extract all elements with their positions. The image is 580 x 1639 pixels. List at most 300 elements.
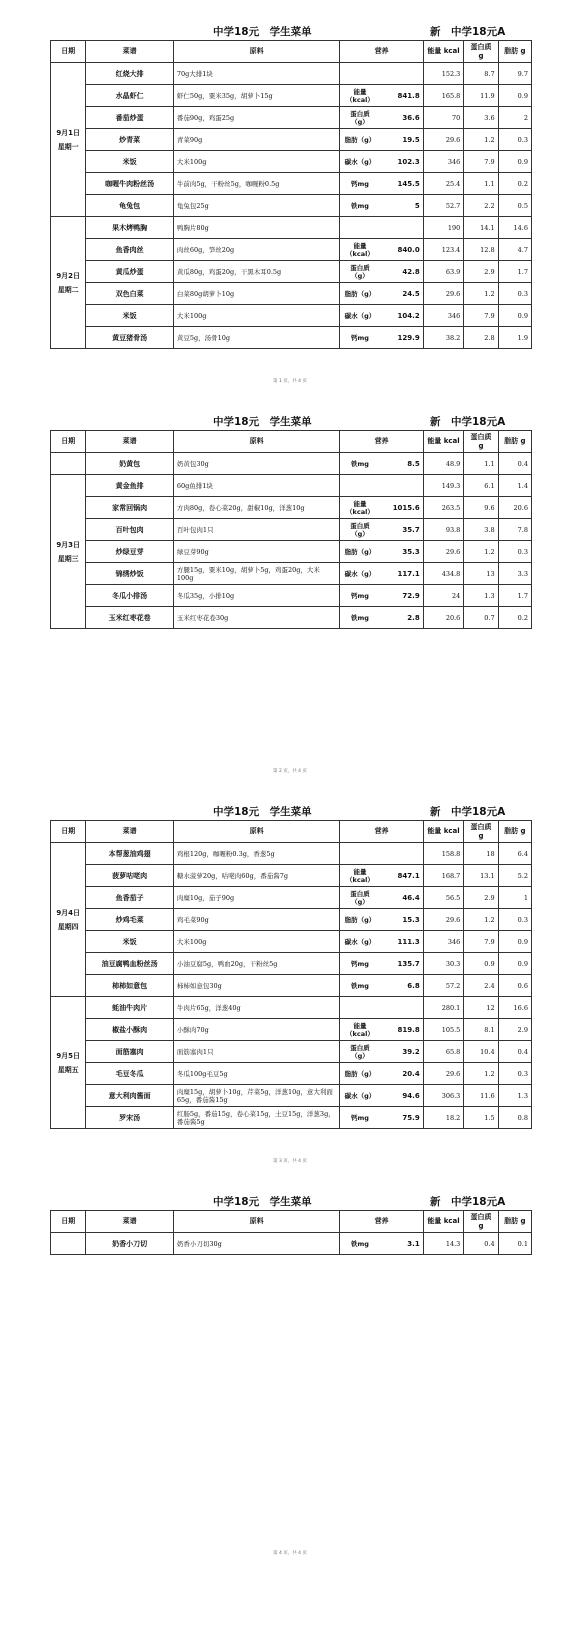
nutrient-label: 蛋白质（g） — [340, 519, 380, 541]
header-row — [51, 821, 532, 843]
menu-table — [50, 1210, 532, 1255]
dish-fat: 2 — [498, 107, 531, 129]
dish-ingredients: 70g大排1块 — [173, 63, 340, 85]
table-row — [51, 931, 532, 953]
dish-protein: 18 — [464, 843, 498, 865]
dish-ingredients: 鸡根120g，咖喱粉0.3g，香葱5g — [173, 843, 340, 865]
dish-name: 黄金鱼排 — [86, 475, 173, 497]
dish-fat: 0.3 — [498, 1063, 531, 1085]
dish-ingredients: 柿柿如意包30g — [173, 975, 340, 997]
nutrient-label: 铁mg — [340, 975, 380, 997]
header-dish: 菜谱 — [86, 1211, 173, 1233]
dish-fat: 1.9 — [498, 327, 531, 349]
nutrient-total: 15.3 — [379, 909, 423, 931]
table-row — [51, 1085, 532, 1107]
nutrient-total: 2.8 — [379, 607, 423, 629]
day-weekday: 星期二 — [57, 285, 79, 294]
table-row — [51, 563, 532, 585]
table-row — [51, 909, 532, 931]
table-row — [51, 519, 532, 541]
dish-name: 炒鸡毛菜 — [86, 909, 173, 931]
header-dish: 菜谱 — [86, 41, 173, 63]
day-date: 9月4日 — [56, 908, 81, 917]
dish-ingredients: 大米100g — [173, 931, 340, 953]
table-row — [51, 63, 532, 85]
table-row — [51, 497, 532, 519]
header-ingredients: 原料 — [173, 821, 340, 843]
dish-energy: 158.8 — [423, 843, 464, 865]
page-footer: 第 3 页，共 4 页 — [273, 1159, 307, 1164]
header-dish: 菜谱 — [86, 431, 173, 453]
dish-energy: 48.9 — [423, 453, 464, 475]
dish-ingredients: 面筋塞肉1只 — [173, 1041, 340, 1063]
dish-energy: 63.9 — [423, 261, 464, 283]
day-cell — [51, 1233, 86, 1255]
dish-name: 面筋塞肉 — [86, 1041, 173, 1063]
nutrient-label: 铁mg — [340, 195, 380, 217]
dish-name: 玉米红枣花卷 — [86, 607, 173, 629]
nutrient-total: 104.2 — [379, 305, 423, 327]
nutrient-total: 35.3 — [379, 541, 423, 563]
dish-name: 黄豆猪骨汤 — [86, 327, 173, 349]
dish-protein: 1.5 — [464, 1107, 498, 1129]
dish-name: 双色白菜 — [86, 283, 173, 305]
header-nutrition: 营养 — [340, 1211, 423, 1233]
nutrient-total: 3.1 — [379, 1233, 423, 1255]
dish-energy: 38.2 — [423, 327, 464, 349]
header-row — [51, 1211, 532, 1233]
nutrient-total: 8.5 — [379, 453, 423, 475]
dish-ingredients: 青菜90g — [173, 129, 340, 151]
dish-energy: 29.6 — [423, 1063, 464, 1085]
nutrient-label: 能量（kcal） — [340, 865, 380, 887]
menu-code: 新 中学18元A — [430, 26, 506, 38]
dish-name: 奶香小刀切 — [86, 1233, 173, 1255]
nutrient-total: 145.5 — [379, 173, 423, 195]
table-row — [51, 887, 532, 909]
page-footer: 第 2 页，共 4 页 — [273, 769, 307, 774]
day-date: 9月3日 — [56, 540, 81, 549]
day-weekday: 星期四 — [57, 922, 79, 931]
dish-energy: 29.6 — [423, 909, 464, 931]
dish-fat: 0.2 — [498, 173, 531, 195]
dish-ingredients: 百叶包肉1只 — [173, 519, 340, 541]
day-weekday: 星期一 — [57, 142, 79, 151]
dish-ingredients: 大米100g — [173, 305, 340, 327]
nutrient-label: 能量（kcal） — [340, 1019, 380, 1041]
dish-energy: 18.2 — [423, 1107, 464, 1129]
dish-name: 果木烤鸭胸 — [86, 217, 173, 239]
table-row — [51, 239, 532, 261]
dish-ingredients: 冬瓜100g毛豆5g — [173, 1063, 340, 1085]
dish-ingredients: 肉糜10g，茄子90g — [173, 887, 340, 909]
dish-fat: 0.3 — [498, 129, 531, 151]
dish-name: 炒青菜 — [86, 129, 173, 151]
dish-fat: 3.3 — [498, 563, 531, 585]
dish-name: 红烧大排 — [86, 63, 173, 85]
header-fat: 脂肪 g — [498, 41, 531, 63]
dish-fat: 4.7 — [498, 239, 531, 261]
nutrient-label: 铁mg — [340, 607, 380, 629]
nutrient-label: 脂肪（g） — [340, 1063, 380, 1085]
dish-name: 家常回锅肉 — [86, 497, 173, 519]
nutrient-label: 碳水（g） — [340, 1085, 380, 1107]
dish-ingredients: 小酥肉70g — [173, 1019, 340, 1041]
dish-fat: 0.5 — [498, 195, 531, 217]
dish-name: 米饭 — [86, 151, 173, 173]
nutrient-empty — [379, 843, 423, 865]
table-row — [51, 261, 532, 283]
dish-energy: 434.8 — [423, 563, 464, 585]
dish-fat: 20.6 — [498, 497, 531, 519]
dish-ingredients: 鸭胸片80g — [173, 217, 340, 239]
table-row — [51, 283, 532, 305]
dish-protein: 2.9 — [464, 887, 498, 909]
dish-protein: 11.9 — [464, 85, 498, 107]
table-row — [51, 997, 532, 1019]
header-nutrition: 营养 — [340, 431, 423, 453]
header-date: 日期 — [51, 431, 86, 453]
header-ingredients: 原料 — [173, 1211, 340, 1233]
dish-protein: 6.1 — [464, 475, 498, 497]
day-cell — [51, 997, 86, 1129]
dish-protein: 12.8 — [464, 239, 498, 261]
table-row — [51, 1019, 532, 1041]
dish-protein: 2.4 — [464, 975, 498, 997]
nutrient-label: 脂肪（g） — [340, 909, 380, 931]
dish-ingredients: 牛前肉5g，干粉丝5g，咖喱粉0.5g — [173, 173, 340, 195]
header-dish: 菜谱 — [86, 821, 173, 843]
dish-energy: 52.7 — [423, 195, 464, 217]
dish-energy: 149.3 — [423, 475, 464, 497]
nutrient-empty — [340, 475, 380, 497]
dish-name: 本帮葱油鸡翅 — [86, 843, 173, 865]
day-weekday: 星期五 — [57, 1065, 79, 1074]
nutrient-empty — [340, 217, 380, 239]
dish-ingredients: 黄瓜80g，鸡蛋20g，干黑木耳0.5g — [173, 261, 340, 283]
dish-protein: 14.1 — [464, 217, 498, 239]
menu-code: 新 中学18元A — [430, 806, 506, 818]
dish-energy: 190 — [423, 217, 464, 239]
dish-fat: 9.7 — [498, 63, 531, 85]
nutrient-label: 能量（kcal） — [340, 85, 380, 107]
nutrient-label: 脂肪（g） — [340, 541, 380, 563]
nutrient-total: 20.4 — [379, 1063, 423, 1085]
dish-name: 冬瓜小排汤 — [86, 585, 173, 607]
dish-name: 锦绣炒饭 — [86, 563, 173, 585]
dish-energy: 346 — [423, 931, 464, 953]
dish-fat: 0.9 — [498, 931, 531, 953]
dish-name: 菠萝咕咾肉 — [86, 865, 173, 887]
dish-fat: 0.3 — [498, 541, 531, 563]
dish-protein: 1.2 — [464, 283, 498, 305]
nutrient-total: 94.6 — [379, 1085, 423, 1107]
table-row — [51, 217, 532, 239]
page-title-bar — [0, 800, 580, 820]
nutrient-total: 35.7 — [379, 519, 423, 541]
dish-fat: 0.4 — [498, 453, 531, 475]
menu-title: 中学18元 学生菜单 — [213, 26, 312, 38]
dish-protein: 0.7 — [464, 607, 498, 629]
dish-energy: 123.4 — [423, 239, 464, 261]
dish-fat: 0.8 — [498, 1107, 531, 1129]
dish-ingredients: 番茄90g，鸡蛋25g — [173, 107, 340, 129]
dish-ingredients: 糖水菠萝20g，咕咾肉60g，番茄酱7g — [173, 865, 340, 887]
dish-energy: 346 — [423, 305, 464, 327]
dish-ingredients: 大米100g — [173, 151, 340, 173]
dish-protein: 2.8 — [464, 327, 498, 349]
dish-name: 米饭 — [86, 305, 173, 327]
dish-fat: 0.9 — [498, 953, 531, 975]
dish-energy: 56.5 — [423, 887, 464, 909]
nutrient-total: 129.9 — [379, 327, 423, 349]
dish-ingredients: 白菜80g胡萝卜10g — [173, 283, 340, 305]
nutrient-total: 72.9 — [379, 585, 423, 607]
dish-energy: 24 — [423, 585, 464, 607]
nutrient-total: 5 — [379, 195, 423, 217]
day-date: 9月1日 — [56, 128, 81, 137]
header-energy: 能量 kcal — [423, 431, 464, 453]
dish-ingredients: 红肠5g，番茄15g，卷心菜15g，土豆15g，洋葱3g，番茄酱5g — [173, 1107, 340, 1129]
nutrient-empty — [379, 997, 423, 1019]
dish-name: 百叶包肉 — [86, 519, 173, 541]
nutrient-total: 111.3 — [379, 931, 423, 953]
header-nutrition: 营养 — [340, 41, 423, 63]
day-cell — [51, 217, 86, 349]
dish-protein: 1.3 — [464, 585, 498, 607]
table-row — [51, 85, 532, 107]
dish-fat: 1.7 — [498, 261, 531, 283]
table-row — [51, 975, 532, 997]
table-row — [51, 151, 532, 173]
nutrient-total: 42.8 — [379, 261, 423, 283]
dish-name: 鱼香肉丝 — [86, 239, 173, 261]
dish-protein: 2.9 — [464, 261, 498, 283]
table-row — [51, 475, 532, 497]
table-row — [51, 1063, 532, 1085]
dish-protein: 0.9 — [464, 953, 498, 975]
dish-name: 罗宋汤 — [86, 1107, 173, 1129]
header-energy: 能量 kcal — [423, 1211, 464, 1233]
dish-fat: 1.4 — [498, 475, 531, 497]
table-row — [51, 953, 532, 975]
nutrient-total: 840.0 — [379, 239, 423, 261]
dish-name: 黄瓜炒蛋 — [86, 261, 173, 283]
table-row — [51, 305, 532, 327]
menu-code: 新 中学18元A — [430, 416, 506, 428]
menu-title: 中学18元 学生菜单 — [213, 416, 312, 428]
dish-energy: 263.5 — [423, 497, 464, 519]
dish-fat: 1.3 — [498, 1085, 531, 1107]
dish-fat: 0.1 — [498, 1233, 531, 1255]
nutrient-total: 46.4 — [379, 887, 423, 909]
dish-protein: 1.2 — [464, 909, 498, 931]
header-date: 日期 — [51, 41, 86, 63]
day-cell — [51, 475, 86, 629]
dish-name: 龟兔包 — [86, 195, 173, 217]
dish-ingredients: 奶香小刀切30g — [173, 1233, 340, 1255]
table-row — [51, 1107, 532, 1129]
nutrient-label: 钙mg — [340, 585, 380, 607]
dish-energy: 165.8 — [423, 85, 464, 107]
header-ingredients: 原料 — [173, 41, 340, 63]
dish-ingredients: 龟兔包25g — [173, 195, 340, 217]
nutrient-total: 841.8 — [379, 85, 423, 107]
nutrient-label: 脂肪（g） — [340, 283, 380, 305]
nutrient-label: 铁mg — [340, 453, 380, 475]
dish-energy: 25.4 — [423, 173, 464, 195]
header-fat: 脂肪 g — [498, 1211, 531, 1233]
dish-name: 咖喱牛肉粉丝汤 — [86, 173, 173, 195]
dish-ingredients: 肉丝60g，笋丝20g — [173, 239, 340, 261]
dish-protein: 1.1 — [464, 453, 498, 475]
dish-protein: 13.1 — [464, 865, 498, 887]
header-protein: 蛋白质 g — [464, 821, 498, 843]
dish-protein: 7.9 — [464, 931, 498, 953]
nutrient-total: 6.8 — [379, 975, 423, 997]
dish-protein: 13 — [464, 563, 498, 585]
dish-fat: 0.3 — [498, 283, 531, 305]
header-row — [51, 41, 532, 63]
dish-energy: 93.8 — [423, 519, 464, 541]
dish-fat: 1 — [498, 887, 531, 909]
dish-ingredients: 牛肉片65g，洋葱40g — [173, 997, 340, 1019]
nutrient-total: 75.9 — [379, 1107, 423, 1129]
dish-energy: 280.1 — [423, 997, 464, 1019]
nutrient-label: 脂肪（g） — [340, 129, 380, 151]
dish-protein: 7.9 — [464, 151, 498, 173]
nutrient-label: 钙mg — [340, 953, 380, 975]
dish-name: 鱼香茄子 — [86, 887, 173, 909]
page-footer: 第 1 页，共 4 页 — [273, 379, 307, 384]
dish-fat: 0.3 — [498, 909, 531, 931]
menu-table — [50, 820, 532, 1129]
dish-ingredients: 小油豆腐5g，鸭血20g，干粉丝5g — [173, 953, 340, 975]
nutrient-empty — [340, 63, 380, 85]
day-cell — [51, 453, 86, 475]
dish-ingredients: 方腿15g，粟米10g，胡萝卜5g，鸡蛋20g，大米100g — [173, 563, 340, 585]
dish-ingredients: 虾仁50g，粟米35g，胡萝卜15g — [173, 85, 340, 107]
nutrient-empty — [340, 997, 380, 1019]
dish-energy: 168.7 — [423, 865, 464, 887]
dish-ingredients: 鸡毛菜90g — [173, 909, 340, 931]
header-fat: 脂肪 g — [498, 821, 531, 843]
nutrient-label: 碳水（g） — [340, 563, 380, 585]
table-row — [51, 865, 532, 887]
dish-name: 柿柿如意包 — [86, 975, 173, 997]
dish-fat: 16.6 — [498, 997, 531, 1019]
dish-name: 意大利肉酱面 — [86, 1085, 173, 1107]
nutrient-label: 钙mg — [340, 1107, 380, 1129]
dish-ingredients: 方肉80g，卷心菜20g，甜椒10g，洋葱10g — [173, 497, 340, 519]
nutrient-total: 117.1 — [379, 563, 423, 585]
dish-ingredients: 肉糜15g，胡萝卜10g，芹菜5g，洋葱10g，意大利面65g，番茄酱15g — [173, 1085, 340, 1107]
dish-energy: 346 — [423, 151, 464, 173]
nutrient-total: 819.8 — [379, 1019, 423, 1041]
header-energy: 能量 kcal — [423, 821, 464, 843]
dish-energy: 152.3 — [423, 63, 464, 85]
dish-energy: 70 — [423, 107, 464, 129]
nutrient-label: 碳水（g） — [340, 305, 380, 327]
dish-ingredients: 60g鱼排1块 — [173, 475, 340, 497]
nutrient-total: 135.7 — [379, 953, 423, 975]
nutrient-label: 碳水（g） — [340, 151, 380, 173]
dish-energy: 65.8 — [423, 1041, 464, 1063]
nutrient-empty — [379, 63, 423, 85]
nutrient-total: 36.6 — [379, 107, 423, 129]
menu-table — [50, 430, 532, 629]
dish-energy: 306.3 — [423, 1085, 464, 1107]
nutrient-label: 能量（kcal） — [340, 497, 380, 519]
table-row — [51, 195, 532, 217]
nutrient-total: 1015.6 — [379, 497, 423, 519]
nutrient-label: 能量（kcal） — [340, 239, 380, 261]
dish-fat: 0.9 — [498, 305, 531, 327]
table-row — [51, 107, 532, 129]
dish-ingredients: 黄豆5g，汤骨10g — [173, 327, 340, 349]
dish-name: 蚝油牛肉片 — [86, 997, 173, 1019]
nutrient-label: 蛋白质（g） — [340, 887, 380, 909]
dish-protein: 0.4 — [464, 1233, 498, 1255]
nutrient-total: 102.3 — [379, 151, 423, 173]
day-cell — [51, 843, 86, 997]
dish-name: 油豆腐鸭血粉丝汤 — [86, 953, 173, 975]
menu-page — [0, 1190, 580, 1570]
dish-protein: 1.2 — [464, 541, 498, 563]
dish-protein: 1.2 — [464, 129, 498, 151]
nutrient-label: 蛋白质（g） — [340, 1041, 380, 1063]
dish-protein: 9.6 — [464, 497, 498, 519]
table-row — [51, 453, 532, 475]
header-row — [51, 431, 532, 453]
dish-fat: 1.7 — [498, 585, 531, 607]
dish-ingredients: 玉米红枣花卷30g — [173, 607, 340, 629]
nutrient-label: 铁mg — [340, 1233, 380, 1255]
dish-protein: 2.2 — [464, 195, 498, 217]
menu-page — [0, 20, 580, 400]
dish-ingredients: 奶黄包30g — [173, 453, 340, 475]
day-date: 9月2日 — [56, 271, 81, 280]
page-footer: 第 4 页，共 4 页 — [273, 1551, 307, 1556]
dish-energy: 105.5 — [423, 1019, 464, 1041]
dish-name: 米饭 — [86, 931, 173, 953]
header-protein: 蛋白质 g — [464, 41, 498, 63]
nutrient-total: 19.5 — [379, 129, 423, 151]
nutrient-empty — [379, 475, 423, 497]
page-title-bar — [0, 20, 580, 40]
header-date: 日期 — [51, 821, 86, 843]
nutrient-label: 碳水（g） — [340, 931, 380, 953]
nutrient-empty — [340, 843, 380, 865]
dish-name: 水晶虾仁 — [86, 85, 173, 107]
dish-protein: 1.2 — [464, 1063, 498, 1085]
dish-fat: 6.4 — [498, 843, 531, 865]
dish-protein: 1.1 — [464, 173, 498, 195]
dish-fat: 0.6 — [498, 975, 531, 997]
menu-title: 中学18元 学生菜单 — [213, 1196, 312, 1208]
dish-name: 番茄炒蛋 — [86, 107, 173, 129]
dish-energy: 14.3 — [423, 1233, 464, 1255]
day-weekday: 星期三 — [57, 554, 79, 563]
dish-name: 奶黄包 — [86, 453, 173, 475]
dish-fat: 0.9 — [498, 151, 531, 173]
dish-fat: 0.4 — [498, 1041, 531, 1063]
table-row — [51, 173, 532, 195]
day-cell — [51, 63, 86, 217]
dish-protein: 3.8 — [464, 519, 498, 541]
table-row — [51, 129, 532, 151]
dish-name: 炒绿豆芽 — [86, 541, 173, 563]
